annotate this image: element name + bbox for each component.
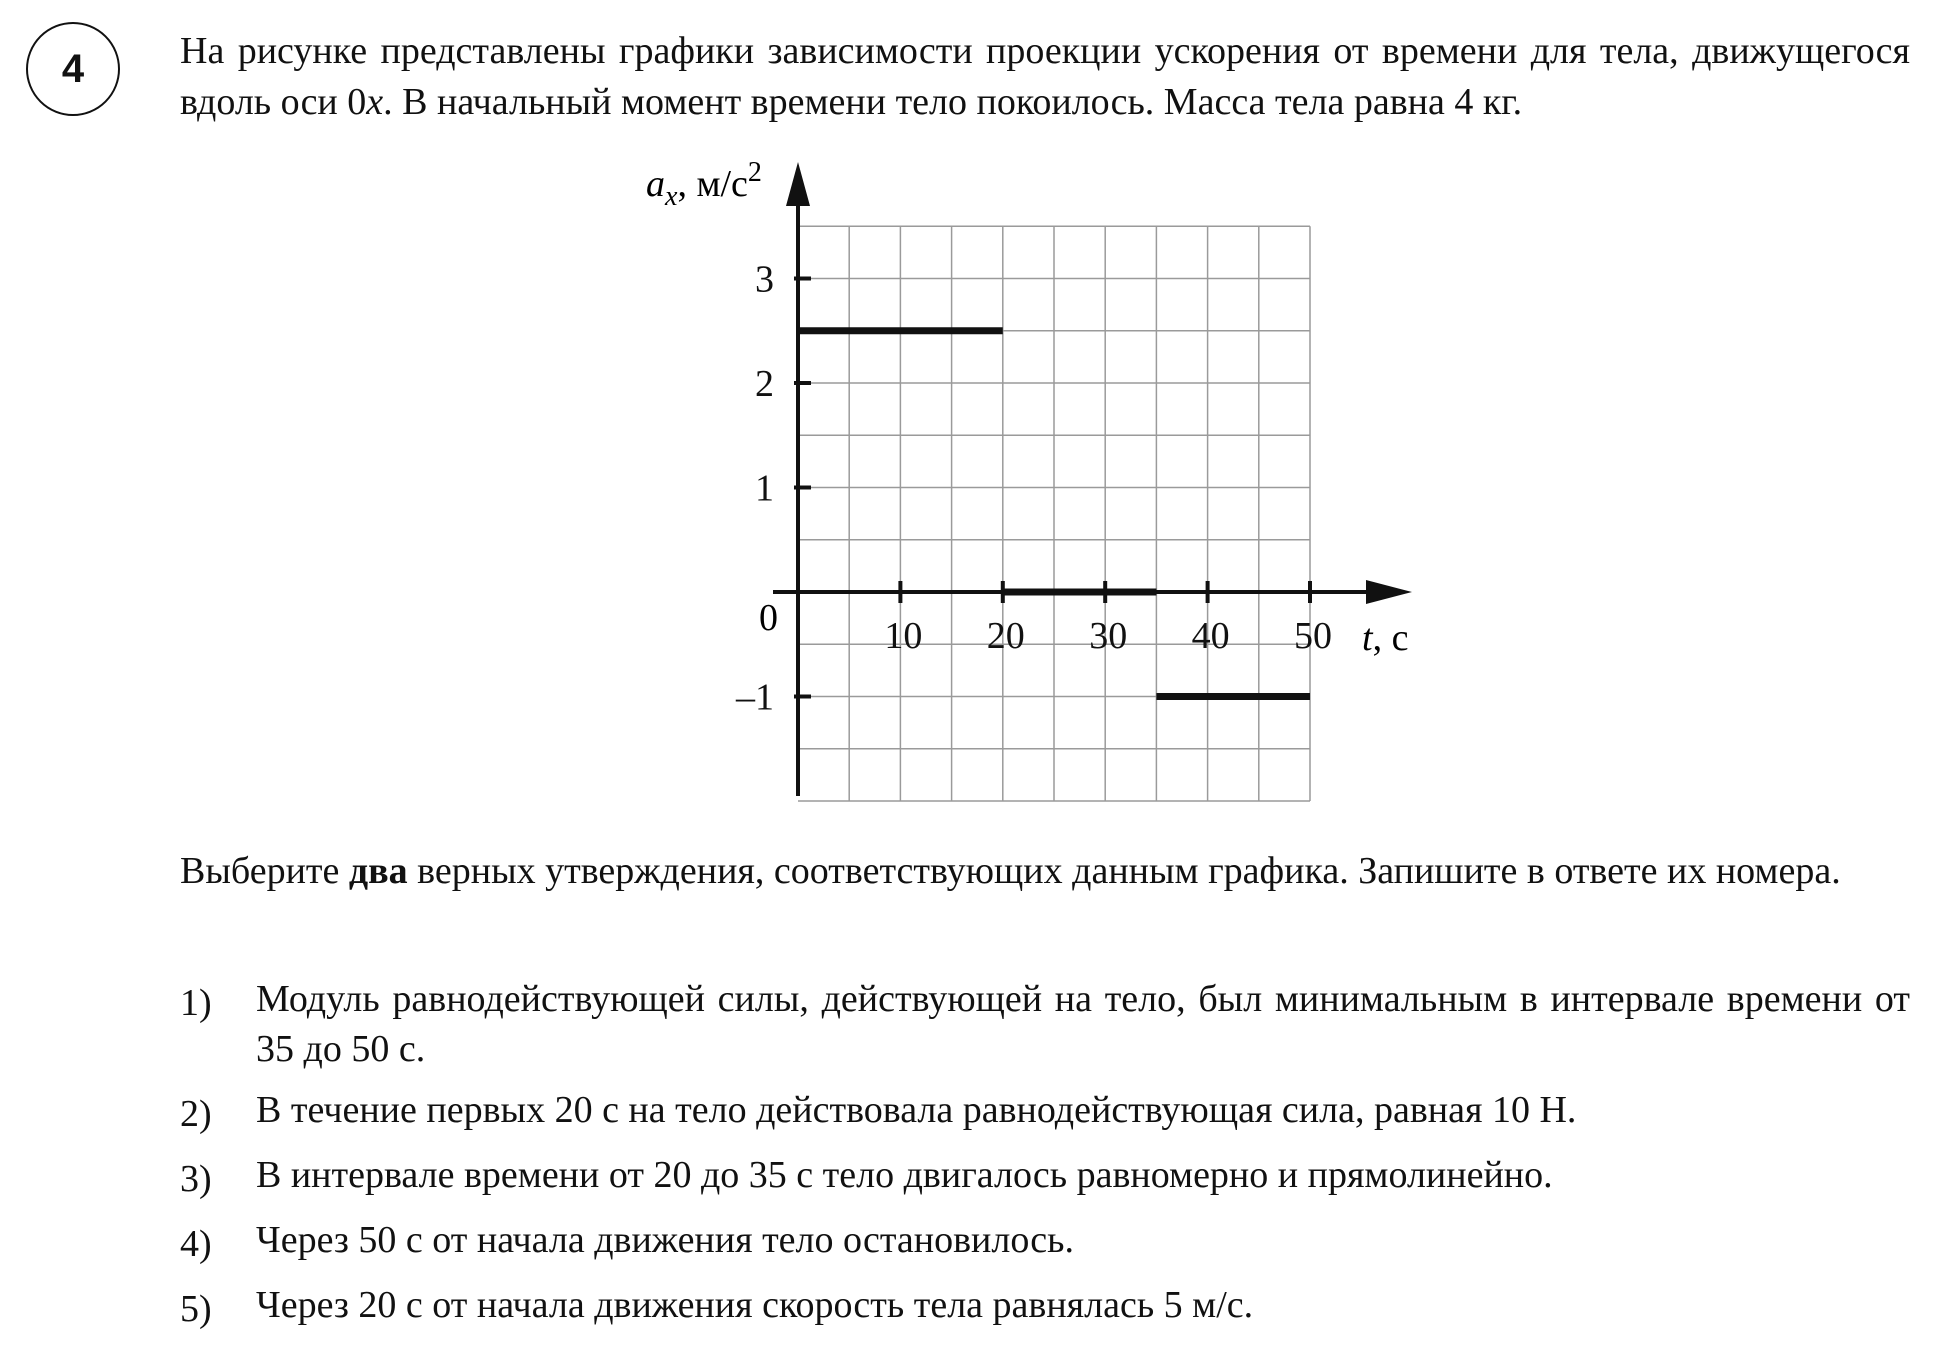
y-label-symbol: a [646,163,665,205]
option-number: 5) [180,1288,212,1330]
x-label-unit: , с [1372,617,1409,659]
x-tick-label: 40 [1191,615,1230,657]
option-text: В интервале времени от 20 до 35 с тело двигалось равномерно и прямолинейно. [256,1154,1553,1196]
option-4 [180,1215,1910,1269]
y-label-superscript: 2 [747,157,762,188]
option-text: В течение первых 20 с на тело действовала равнодействующая сила, равная 10 Н. [256,1089,1577,1131]
option-3 [180,1150,1910,1204]
question-emphasis: два [348,850,408,892]
answer-options [180,974,1910,1345]
y-label-unit: , м/с [677,163,748,205]
option-text: Модуль равнодействующей силы, действующей на тело, был минимальным в интервале времени от 35 до 50 с. [256,978,1910,1070]
intro-variable: x [366,81,384,123]
task-question [180,846,1910,897]
y-tick-label: 1 [755,467,774,510]
option-2 [180,1085,1910,1139]
x-label-symbol: t [1362,617,1373,659]
x-tick-label: 30 [1089,615,1128,657]
option-number: 1) [180,982,212,1024]
question-text-1: Выберите [180,850,349,892]
chart-axes [773,162,1412,796]
x-axis-label [1362,617,1408,659]
y-label-subscript: x [665,181,678,212]
option-number: 2) [180,1093,212,1135]
origin-label: 0 [759,597,778,639]
y-tick-label: 2 [755,363,774,405]
intro-text-1: На рисунке представлены графики зависимости проекции ускорения от времени для тела, движущегося вдоль оси 0 [180,30,1910,123]
option-1 [180,974,1910,1074]
option-number: 4) [180,1223,212,1265]
chart-grid [798,226,1310,801]
y-tick-label: –1 [736,676,774,719]
x-axis-arrow [1366,580,1412,604]
task-number: 4 [61,46,85,91]
option-number: 3) [180,1158,212,1200]
x-tick-label: 20 [986,615,1025,657]
x-tick-label: 10 [884,615,923,657]
intro-text-2: . В начальный момент времени тело покоилось. Масса тела равна 4 кг. [383,81,1523,123]
x-tick-label: 50 [1294,615,1332,657]
y-axis-label [646,157,762,212]
question-text-2: верных утверждения, соответствующих данным графика. Запишите в ответе их номера. [407,850,1841,892]
chart-labels [646,157,1408,659]
option-text: Через 20 с от начала движения скорость тела равнялась 5 м/с. [256,1284,1254,1326]
y-axis-arrow [786,162,810,206]
option-text: Через 50 с от начала движения тело остановилось. [256,1219,1074,1261]
y-tick-label: 3 [755,258,774,301]
